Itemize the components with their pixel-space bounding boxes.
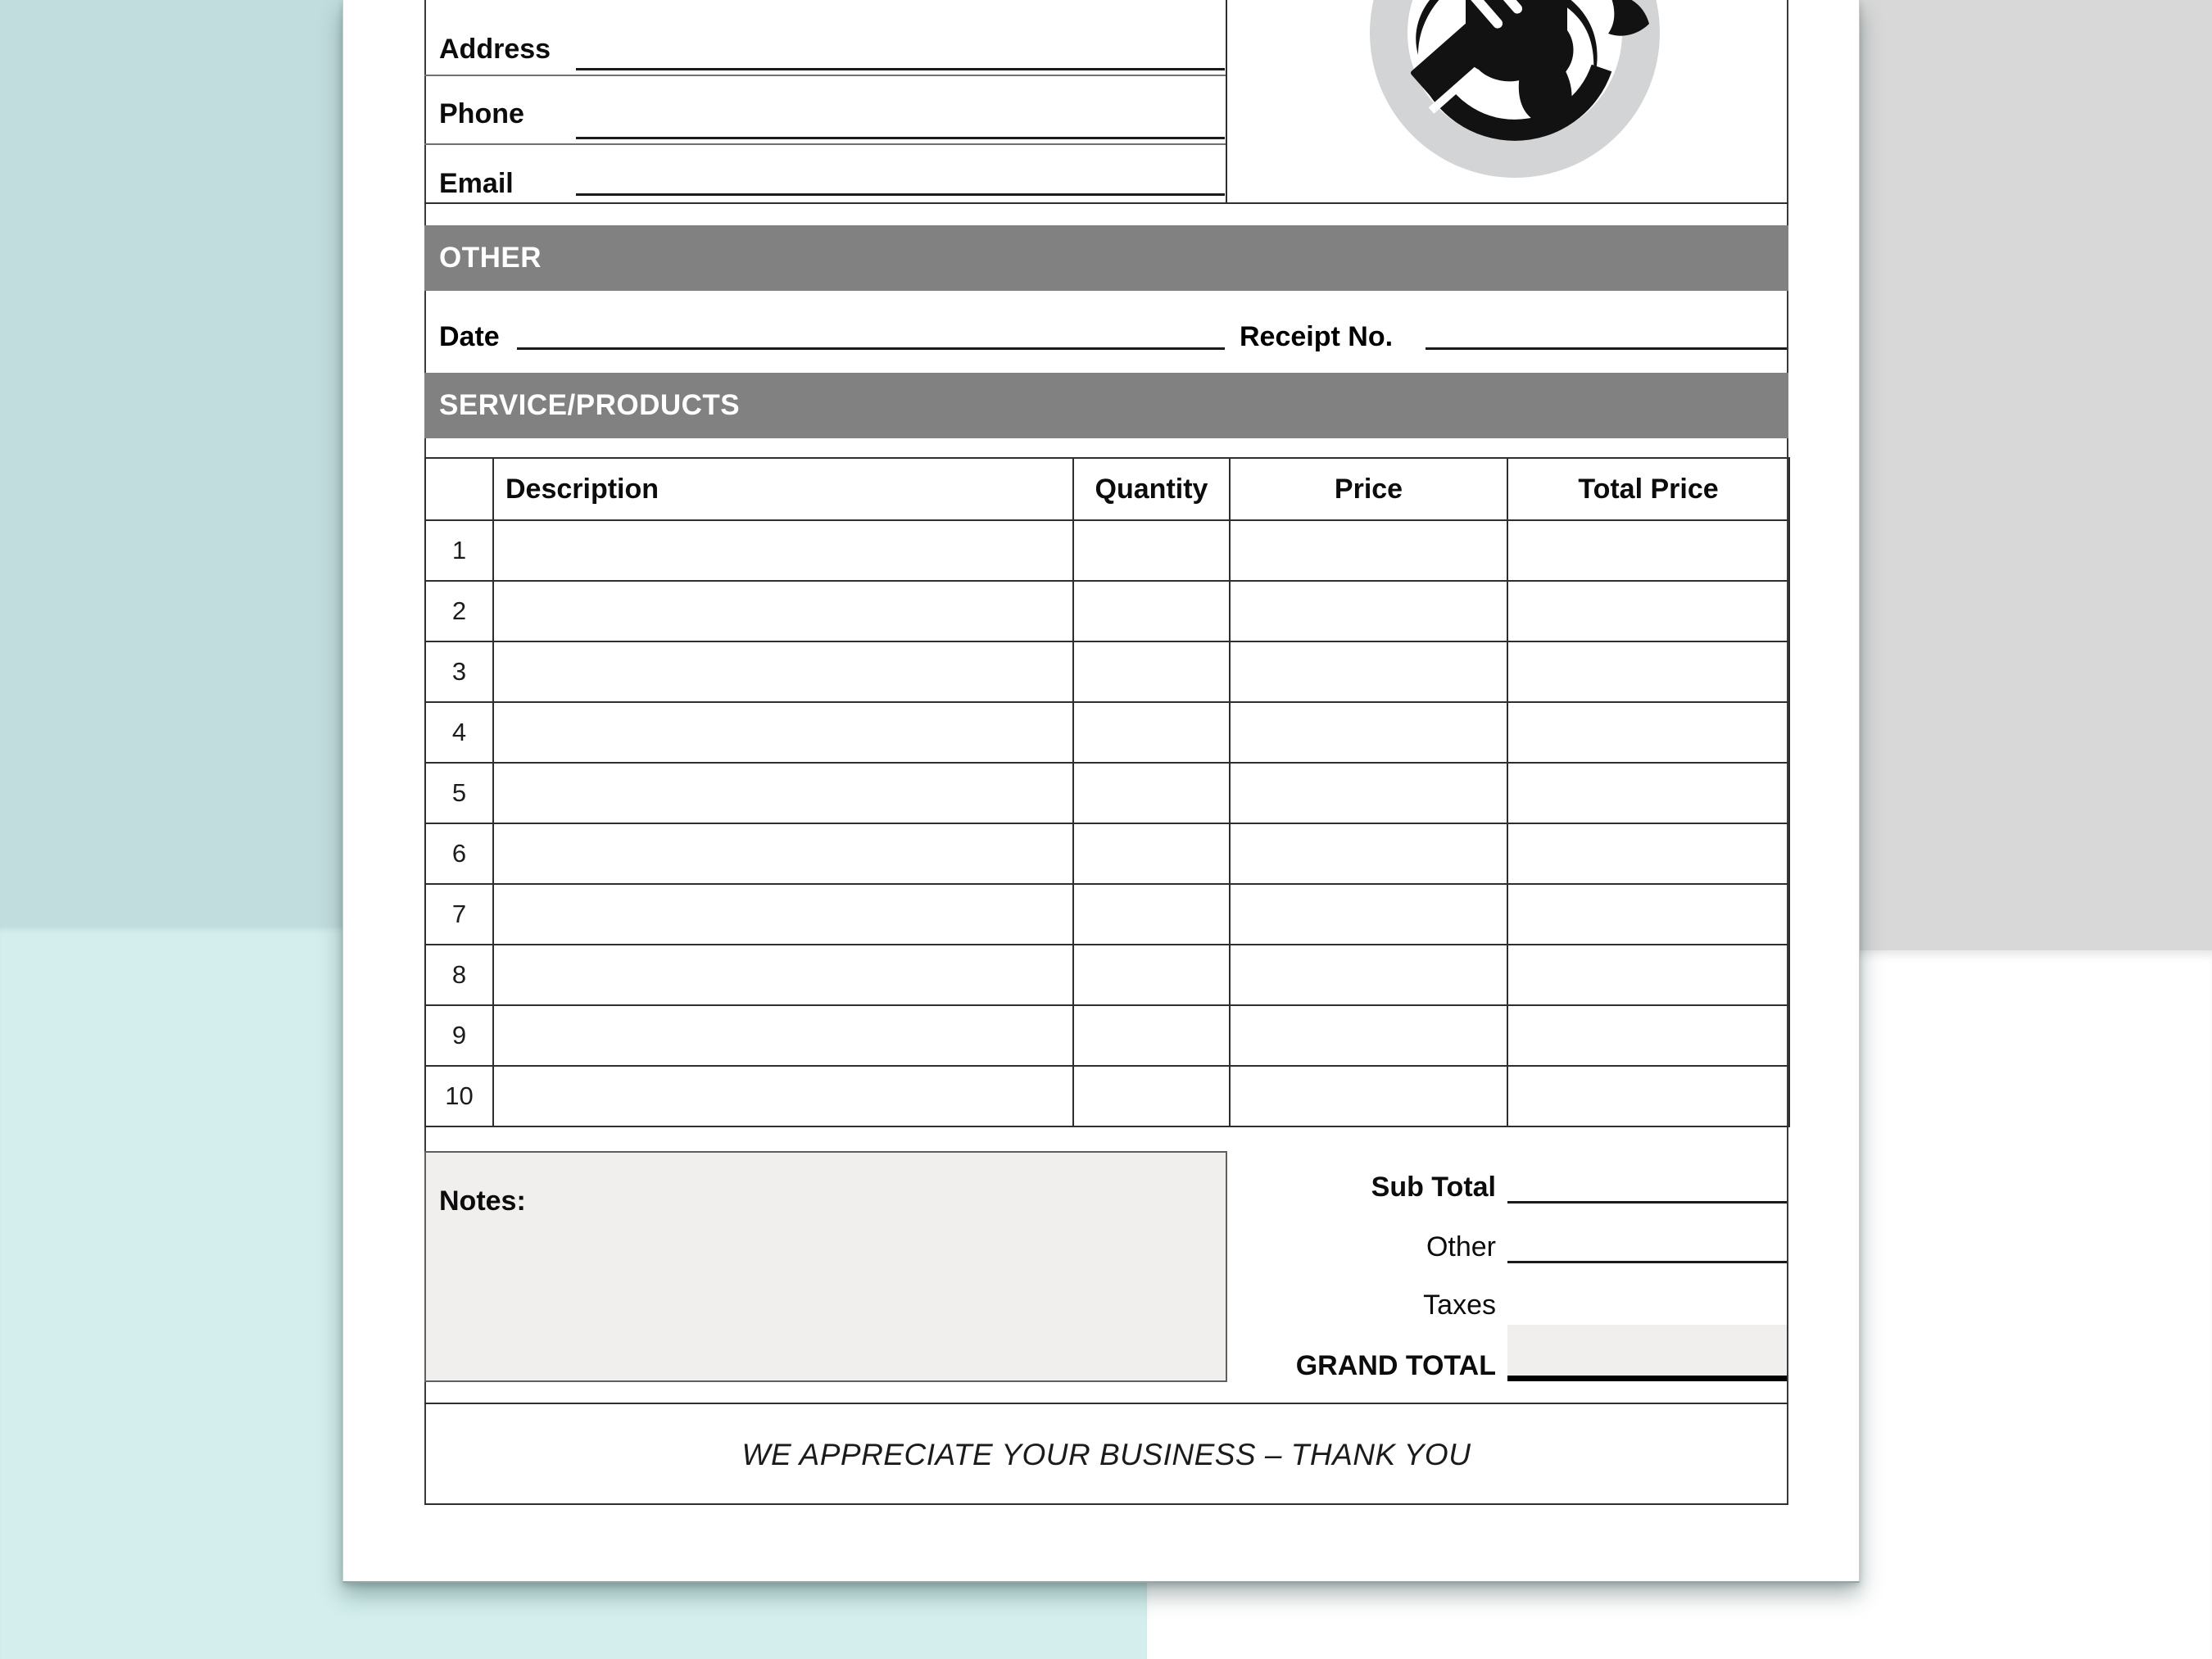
total-price-cell[interactable] (1507, 520, 1789, 581)
item-row (425, 763, 1789, 823)
price-cell[interactable] (1230, 1066, 1507, 1126)
grand-total-field[interactable] (1516, 1336, 1778, 1367)
receipt-content (424, 0, 1788, 1581)
col-row-number (425, 458, 493, 520)
description-cell[interactable] (493, 823, 1073, 884)
col-description: Description (493, 458, 1073, 520)
description-cell[interactable] (493, 520, 1073, 581)
receipt-no-field-line (1426, 347, 1787, 350)
description-cell[interactable] (493, 702, 1073, 763)
row-number-cell: 6 (425, 823, 493, 884)
items-table (424, 457, 1790, 1127)
subtotal-label: Sub Total (1371, 1172, 1496, 1203)
footer-bottom-border (424, 1503, 1788, 1505)
description-cell[interactable] (493, 884, 1073, 945)
col-price: Price (1230, 458, 1507, 520)
quantity-cell[interactable] (1073, 581, 1230, 641)
phone-field[interactable] (588, 105, 1219, 138)
description-cell[interactable] (493, 945, 1073, 1005)
col-total-price: Total Price (1507, 458, 1789, 520)
other-total-label: Other (1426, 1231, 1496, 1262)
price-cell[interactable] (1230, 641, 1507, 702)
description-cell[interactable] (493, 763, 1073, 823)
receipt-no-label: Receipt No. (1240, 321, 1394, 352)
date-label: Date (439, 321, 500, 352)
total-price-cell[interactable] (1507, 641, 1789, 702)
fist-hammer-logo-icon (1359, 0, 1670, 180)
total-price-cell[interactable] (1507, 763, 1789, 823)
price-cell[interactable] (1230, 884, 1507, 945)
price-cell[interactable] (1230, 763, 1507, 823)
quantity-cell[interactable] (1073, 1005, 1230, 1066)
receipt-template-page (342, 0, 1860, 1583)
company-logo (1359, 0, 1670, 180)
items-header-row (425, 458, 1789, 520)
quantity-cell[interactable] (1073, 823, 1230, 884)
quantity-cell[interactable] (1073, 702, 1230, 763)
address-field[interactable] (588, 36, 1219, 69)
customer-info-block (424, 0, 1788, 204)
quantity-cell[interactable] (1073, 763, 1230, 823)
description-cell[interactable] (493, 1066, 1073, 1126)
row-divider (424, 143, 1227, 145)
other-total-field[interactable] (1516, 1228, 1778, 1259)
row-number-cell: 7 (425, 884, 493, 945)
section-header-other-label: OTHER (439, 242, 542, 274)
quantity-cell[interactable] (1073, 1066, 1230, 1126)
row-number-cell: 9 (425, 1005, 493, 1066)
row-number-cell: 3 (425, 641, 493, 702)
description-cell[interactable] (493, 1005, 1073, 1066)
notes-label: Notes: (439, 1185, 526, 1217)
item-row (425, 520, 1789, 581)
footer-message-row (424, 1404, 1788, 1505)
section-header-service-products-label: SERVICE/PRODUCTS (439, 389, 741, 421)
row-number-cell: 10 (425, 1066, 493, 1126)
total-price-cell[interactable] (1507, 1005, 1789, 1066)
quantity-cell[interactable] (1073, 884, 1230, 945)
info-logo-divider (1226, 0, 1227, 202)
price-cell[interactable] (1230, 581, 1507, 641)
price-cell[interactable] (1230, 702, 1507, 763)
taxes-label: Taxes (1423, 1290, 1496, 1321)
subtotal-field-line (1507, 1201, 1787, 1203)
row-number-cell: 2 (425, 581, 493, 641)
total-price-cell[interactable] (1507, 581, 1789, 641)
row-number-cell: 1 (425, 520, 493, 581)
total-price-cell[interactable] (1507, 702, 1789, 763)
quantity-cell[interactable] (1073, 641, 1230, 702)
total-price-cell[interactable] (1507, 1066, 1789, 1126)
email-field[interactable] (588, 162, 1219, 195)
row-number-cell: 4 (425, 702, 493, 763)
row-divider (424, 75, 1227, 76)
phone-label: Phone (439, 98, 524, 129)
item-row (425, 1066, 1789, 1126)
thank-you-message: WE APPRECIATE YOUR BUSINESS – THANK YOU (741, 1437, 1471, 1471)
item-row (425, 884, 1789, 945)
row-number-cell: 8 (425, 945, 493, 1005)
receipt-no-field[interactable] (1434, 315, 1778, 347)
item-row (425, 702, 1789, 763)
summary-section (424, 1127, 1788, 1505)
total-price-cell[interactable] (1507, 945, 1789, 1005)
section-header-other (424, 225, 1788, 291)
date-field[interactable] (527, 315, 1215, 347)
item-row (425, 1005, 1789, 1066)
total-price-cell[interactable] (1507, 884, 1789, 945)
price-cell[interactable] (1230, 520, 1507, 581)
description-cell[interactable] (493, 641, 1073, 702)
grand-total-label: GRAND TOTAL (1295, 1350, 1496, 1381)
other-total-field-line (1507, 1261, 1787, 1263)
subtotal-field[interactable] (1516, 1168, 1778, 1199)
price-cell[interactable] (1230, 823, 1507, 884)
item-row (425, 945, 1789, 1005)
price-cell[interactable] (1230, 1005, 1507, 1066)
description-cell[interactable] (493, 581, 1073, 641)
item-row (425, 641, 1789, 702)
email-label: Email (439, 168, 514, 199)
quantity-cell[interactable] (1073, 945, 1230, 1005)
taxes-field[interactable] (1516, 1288, 1778, 1319)
item-row (425, 581, 1789, 641)
section-header-service-products (424, 373, 1788, 438)
price-cell[interactable] (1230, 945, 1507, 1005)
row-number-cell: 5 (425, 763, 493, 823)
item-row (425, 823, 1789, 884)
quantity-cell[interactable] (1073, 520, 1230, 581)
total-price-cell[interactable] (1507, 823, 1789, 884)
date-field-line (517, 347, 1225, 350)
address-label: Address (439, 34, 551, 65)
col-quantity: Quantity (1073, 458, 1230, 520)
